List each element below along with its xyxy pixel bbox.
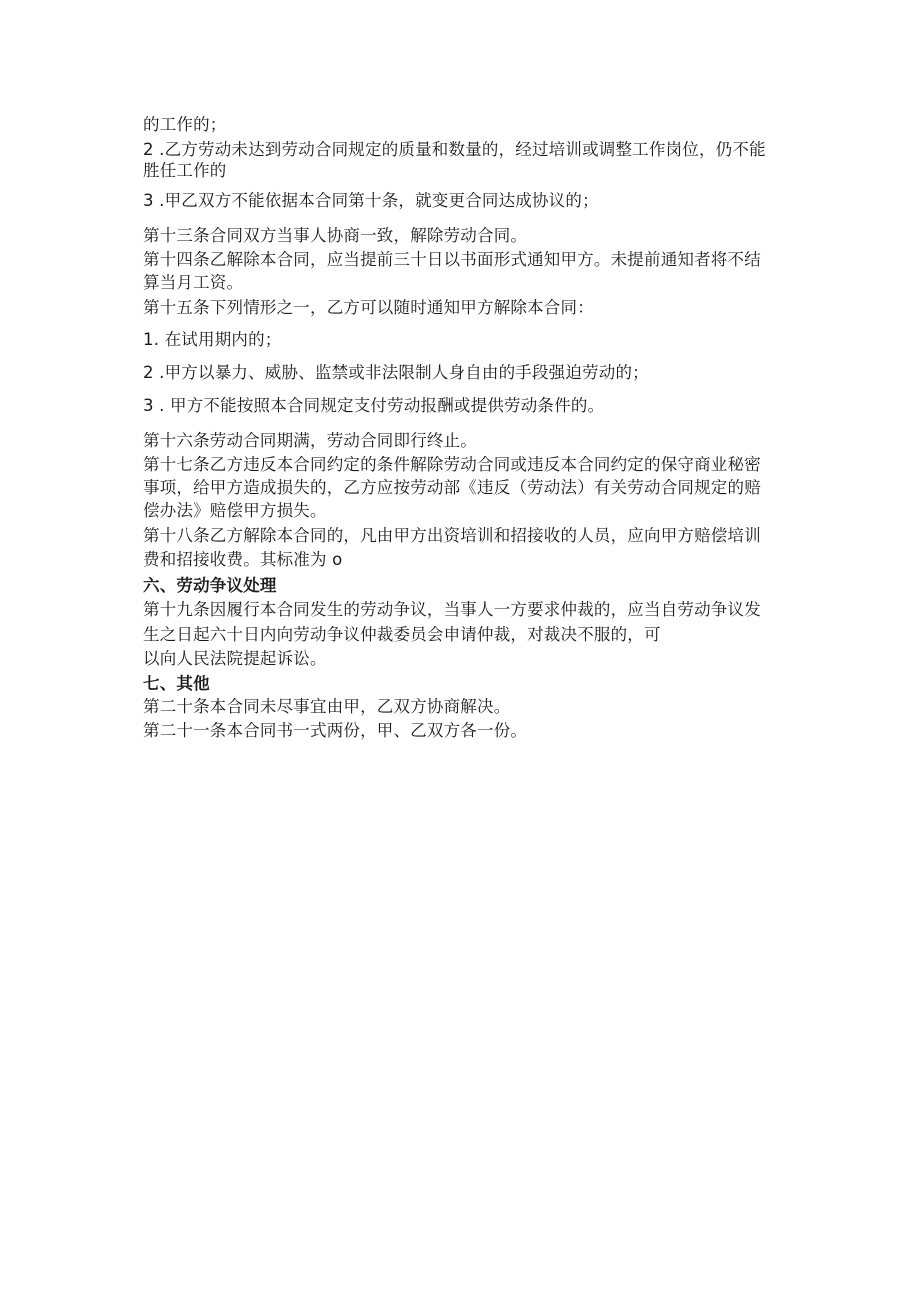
text-line: 第十五条下列情形之一，乙方可以随时通知甲方解除本合同： <box>143 298 594 317</box>
text-line: 胜任工作的 <box>143 161 227 180</box>
text-line: 算当月工资。 <box>143 273 244 292</box>
text-line: 费和招接收费。其标准为 o <box>143 550 343 569</box>
text-line: 以向人民法院提起诉讼。 <box>143 649 327 668</box>
text-line: 事项，给甲方造成损失的，乙方应按劳动部《违反（劳动法）有关劳动合同规定的赔 <box>143 478 761 497</box>
text-line: 3 . 甲方不能按照本合同规定支付劳动报酬或提供劳动条件的。 <box>143 396 605 415</box>
text-line: 第十七条乙方违反本合同约定的条件解除劳动合同或违反本合同约定的保守商业秘密 <box>143 455 761 474</box>
text-line: 第二十一条本合同书一式两份，甲、乙双方各一份。 <box>143 721 528 740</box>
text-line: 第十三条合同双方当事人协商一致，解除劳动合同。 <box>143 226 528 245</box>
text-line: 第十八条乙方解除本合同的，凡由甲方出资培训和招接收的人员，应向甲方赔偿培训 <box>143 526 761 545</box>
text-line: 偿办法》赔偿甲方损失。 <box>143 501 327 520</box>
text-line: 的工作的； <box>143 115 227 134</box>
text-line: 1. 在试用期内的； <box>143 330 282 349</box>
section-heading: 七、其他 <box>143 674 210 693</box>
text-line: 生之日起六十日内向劳动争议仲裁委员会申请仲裁，对裁决不服的，可 <box>143 625 661 644</box>
text-line: 第十六条劳动合同期满，劳动合同即行终止。 <box>143 431 477 450</box>
text-line: 2 .乙方劳动未达到劳动合同规定的质量和数量的，经过培训或调整工作岗位，仍不能 <box>143 140 766 159</box>
text-line: 第十九条因履行本合同发生的劳动争议，当事人一方要求仲裁的，应当自劳动争议发 <box>143 600 761 619</box>
text-line: 第二十条本合同未尽事宜由甲，乙双方协商解决。 <box>143 697 511 716</box>
text-line: 2 .甲方以暴力、威胁、监禁或非法限制人身自由的手段强迫劳动的； <box>143 363 649 382</box>
section-heading: 六、劳动争议处理 <box>143 576 277 595</box>
text-line: 第十四条乙解除本合同，应当提前三十日以书面形式通知甲方。未提前通知者将不结 <box>143 250 761 269</box>
text-line: 3 .甲乙双方不能依据本合同第十条，就变更合同达成协议的； <box>143 191 599 210</box>
